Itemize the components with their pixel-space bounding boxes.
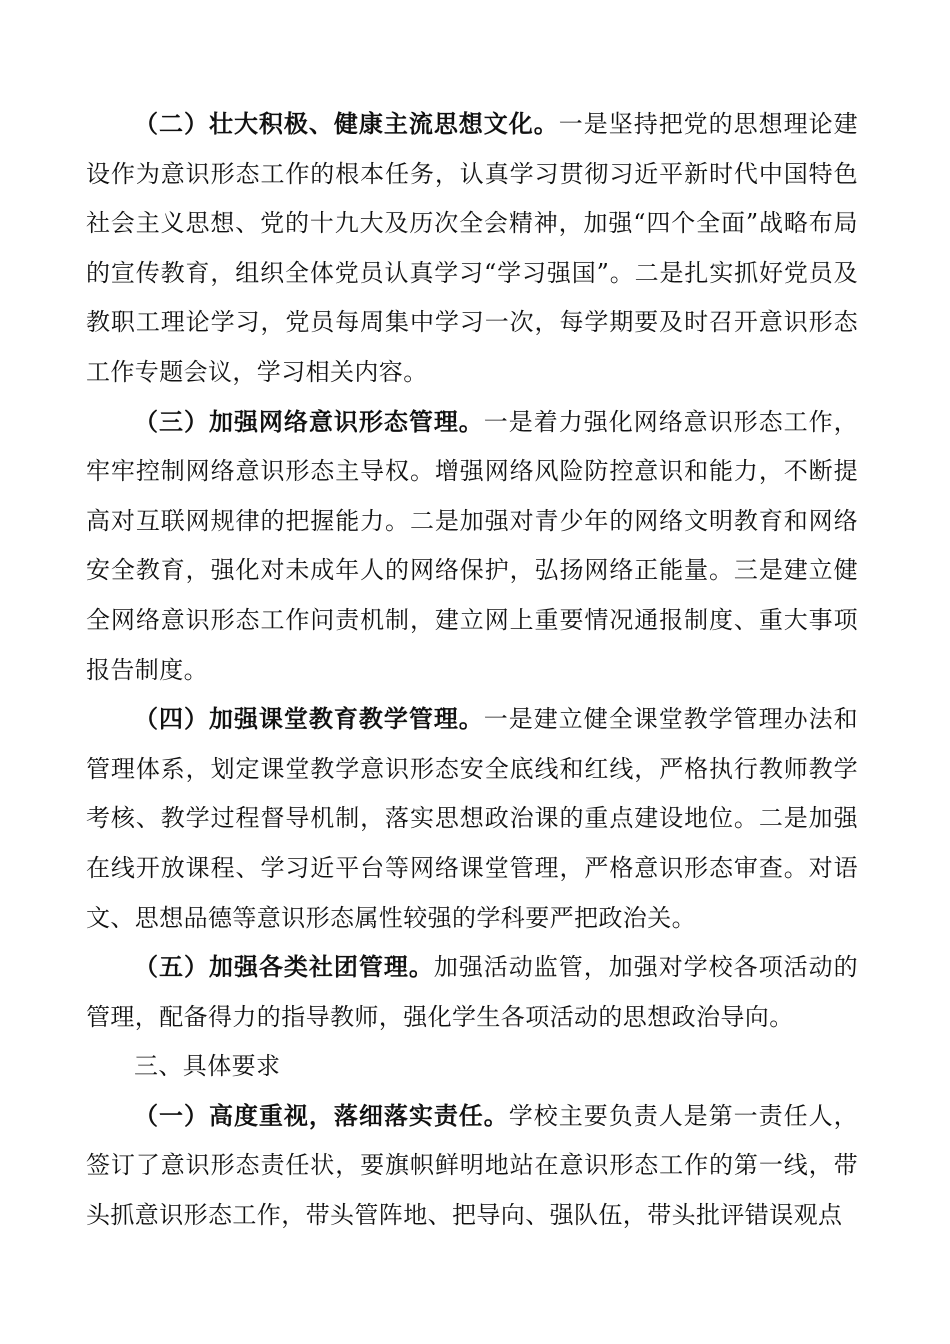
paragraph-body: 一是着力强化网络意识形态工作，牢牢控制网络意识形态主导权。增强网络风险防控意识和能力，不断提高对互联网规律的把握能力。二是加强对青少年的网络文明教育和网络安全教育，强化对未成年人的网络保护，弘扬网络正能量。三是建立健全网络意识形态工作问责机制，建立网上重要情况通报制度、重大事项报告制度。 [86,407,858,684]
paragraph-strengthen-mainstream-culture [86,100,858,398]
paragraph-body: 学校主要负责人是第一责任人，签订了意识形态责任状，要旗帜鲜明地站在意识形态工作的第一线，带头抓意识形态工作，带头管阵地、把导向、强队伍，带头批评错误观点 [86,1101,858,1230]
paragraph-network-ideology [86,398,858,696]
paragraph-body: 一是坚持把党的思想理论建设作为意识形态工作的根本任务，认真学习贯彻习近平新时代中国特色社会主义思想、党的十九大及历次全会精神，加强“四个全面”战略布局的宣传教育，组织全体党员认真学习“学习强国”。二是扎实抓好党员及教职工理论学习，党员每周集中学习一次，每学期要及时召开意识形态工作专题会议，学习相关内容。 [86,110,858,386]
section-title: 三、具体要求 [134,1052,281,1081]
paragraph-body: 加强活动监管，加强对学校各项活动的管理，配备得力的指导教师，强化学生各项活动的思想政治导向。 [86,953,858,1031]
paragraph-body: 一是建立健全课堂教学管理办法和管理体系，划定课堂教学意识形态安全底线和红线，严格执行教师教学考核、教学过程督导机制，落实思想政治课的重点建设地位。二是加强在线开放课程、学习近平台等网络课堂管理，严格意识形态审查。对语文、思想品德等意识形态属性较强的学科要严把政治关。 [86,705,858,932]
paragraph-club-management [86,943,858,1042]
paragraph-heading: （四）加强课堂教育教学管理。 [134,705,484,734]
document-page [86,100,858,1241]
paragraph-heading: （一）高度重视，落细落实责任。 [134,1101,509,1130]
paragraph-heading: （三）加强网络意识形态管理。 [134,407,484,436]
paragraph-classroom-management [86,695,858,943]
paragraph-heading: （五）加强各类社团管理。 [134,953,434,982]
paragraph-responsibility [86,1092,858,1241]
paragraph-heading: （二）壮大积极、健康主流思想文化。 [134,110,559,138]
